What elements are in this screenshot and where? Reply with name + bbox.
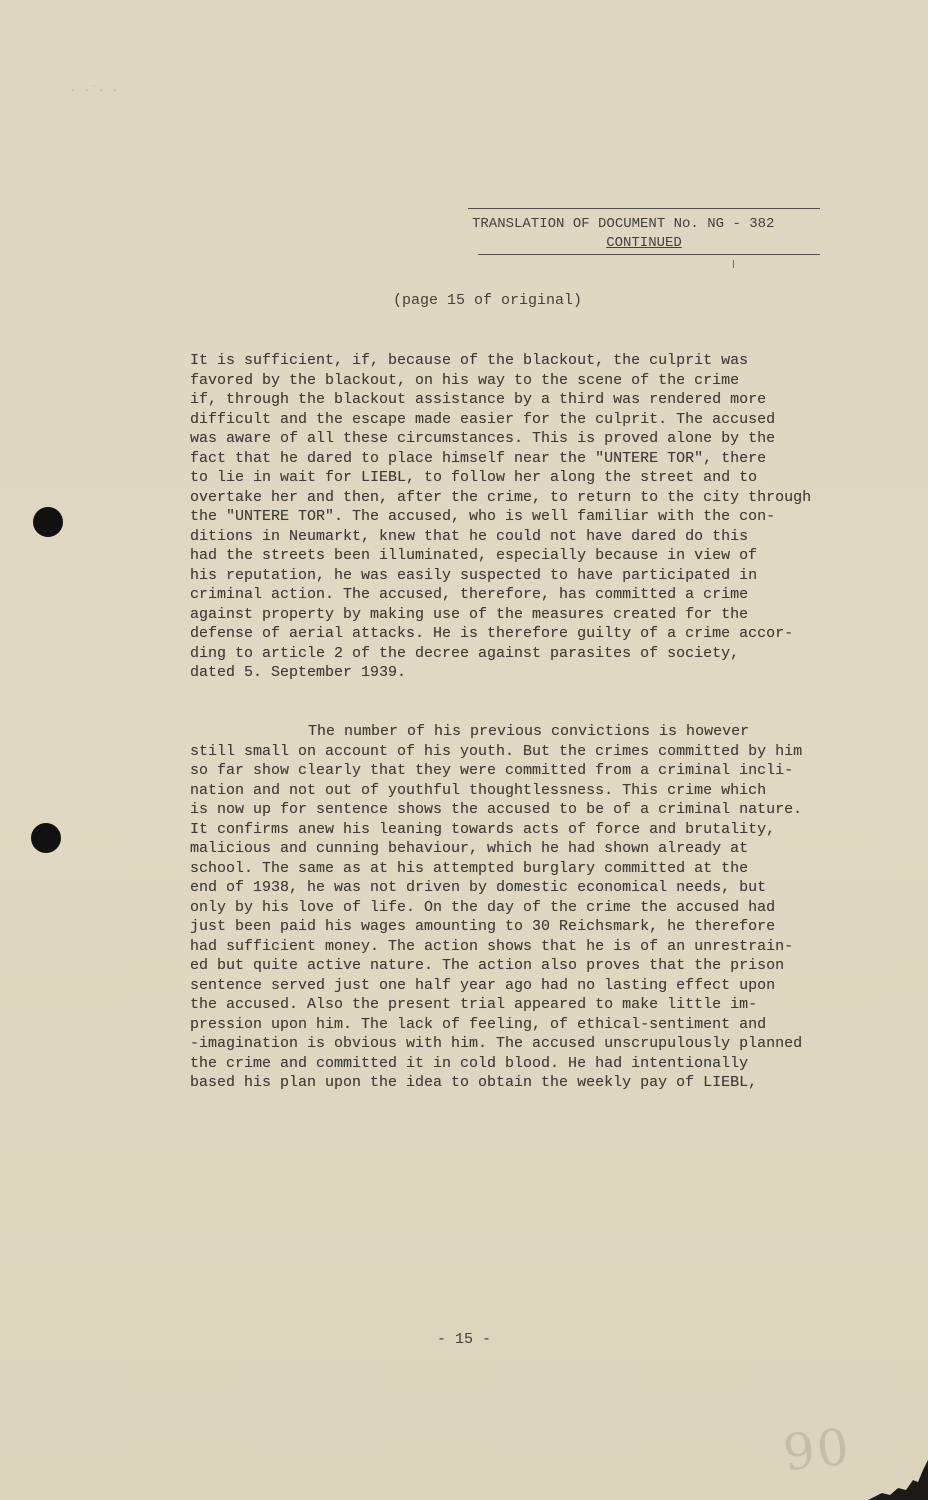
punch-hole-upper: [33, 507, 63, 537]
header-title: TRANSLATION OF DOCUMENT No. NG - 382: [472, 216, 775, 232]
page-reference: (page 15 of original): [393, 292, 583, 309]
pen-mark: [733, 260, 734, 268]
header-bottom-rule: [478, 254, 820, 255]
body-paragraph-1: It is sufficient, if, because of the blackout, the culprit was favored by the blackout, on his way to the scene of the crime if, through the blackout assistance by a third was rendered more difficult and the escape made easier for the culprit. The accused was aware of all these circumstances. This is proved alone by the fact that he dared to place himself near the "UNTERE TOR", there to lie in wait for LIEBL, to follow her along the street and to overtake her and then, after the crime, to return to the city through the "UNTERE TOR". The accused, who is well familiar with the con- ditions in Neumarkt, knew that he could not have dared do this had the streets been illuminated, especially because in view of his reputation, he was easily suspected to have participated in criminal action. The accused, therefore, has committed a crime against property by making use of the measures created for the defense of aerial attacks. He is therefore guilty of a crime accor- ding to article 2 of the decree against parasites of society, dated 5. September 1939.: [190, 352, 812, 681]
torn-corner: [868, 1460, 928, 1500]
handwritten-page-note: 90: [780, 1417, 854, 1483]
paragraph-2-body: still small on account of his youth. But the crimes committed by him so far show clearly that they were committed from a criminal incli- nation and not out of youthful thoughtlessness. This crime which is now up for sentence shows the accused to be of a criminal nature. It confirms anew his leaning towards acts of force and brutality, malicious and cunning behaviour, which he had shown already at school. The same as at his attempted burglary committed at the end of 1938, he was not driven by domestic economical needs, but only by his love of life. On the day of the crime the accused had just been paid his wages amounting to 30 Reichsmark, he therefore had sufficient money. The action shows that he is of an unrestrain- ed but quite active nature. The action also proves that the prison sentence served just one half year ago had no lasting effect upon the accused. Also the present trial appeared to make little im- pression upon him. The lack of feeling, of ethical-sentiment and -imagination is obvious with him. The accused unscrupulously planned the crime and committed it in cold blood. He had intentionally based his plan upon the idea to obtain the weekly pay of LIEBL,: [190, 742, 803, 1091]
body-paragraph-2: [190, 722, 880, 1093]
document-header: [468, 208, 820, 255]
paper-speck: · ·˙· ·: [70, 86, 120, 97]
header-top-rule: [468, 208, 820, 209]
page-number: - 15 -: [436, 1331, 491, 1348]
header-subtitle: CONTINUED: [606, 235, 682, 251]
punch-hole-lower: [31, 823, 61, 853]
paragraph-2-first-line: The number of his previous convictions is however: [308, 723, 750, 740]
